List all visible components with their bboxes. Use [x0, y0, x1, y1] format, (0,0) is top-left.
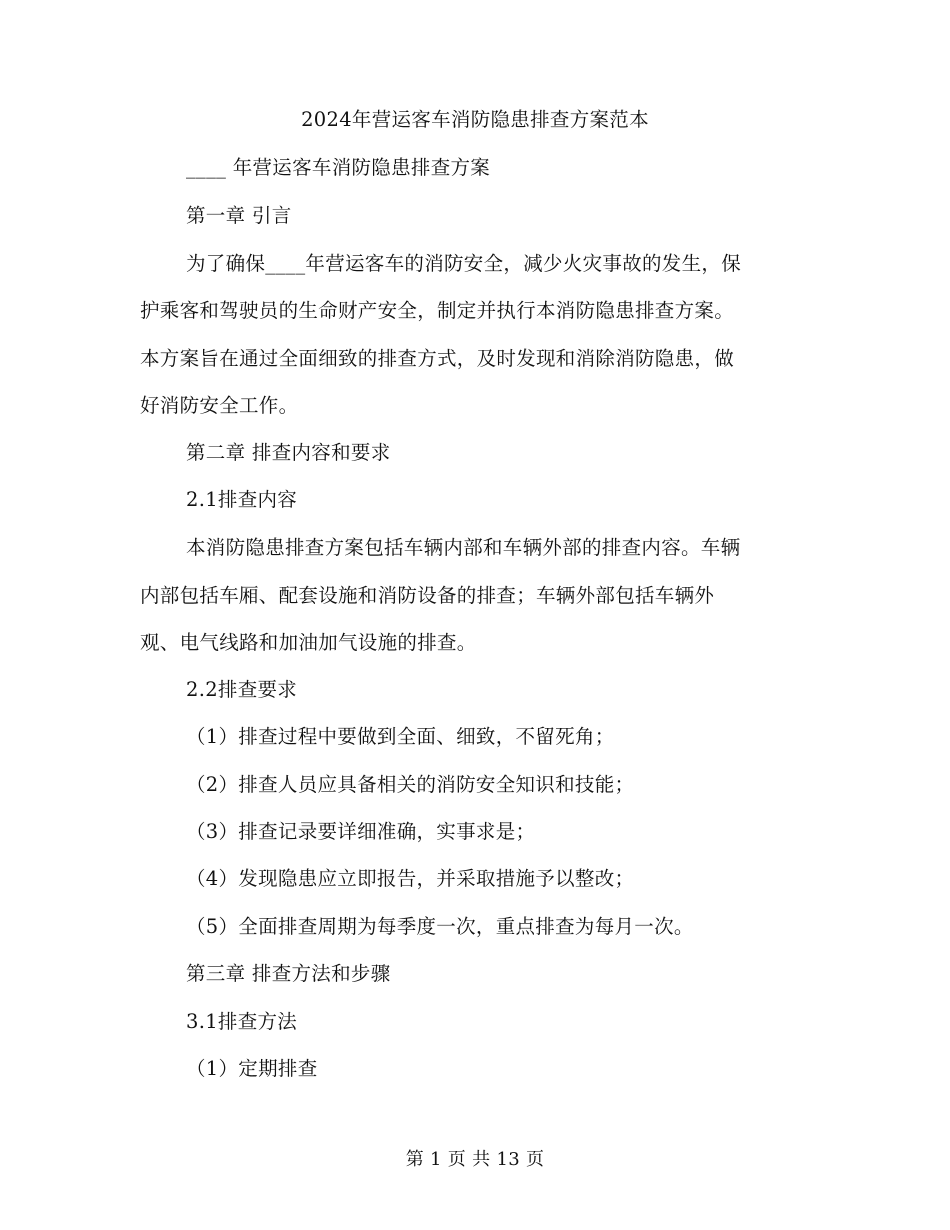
chapter-heading: 第二章 排查内容和要求	[186, 441, 391, 464]
list-item: （2）排查人员应具备相关的消防安全知识和技能；	[186, 773, 635, 796]
paragraph-line: 内部包括车厢、配套设施和消防设备的排查；车辆外部包括车辆外	[140, 584, 715, 607]
paragraph-line: 好消防安全工作。	[140, 394, 299, 417]
list-item: （4）发现隐患应立即报告，并采取措施予以整改；	[186, 867, 635, 890]
paragraph-line: 为了确保____年营运客车的消防安全，减少火灾事故的发生，保	[186, 252, 741, 275]
list-item: （1）定期排查	[186, 1057, 318, 1080]
chapter-heading: 第三章 排查方法和步骤	[186, 962, 391, 985]
document-subtitle: ____ 年营运客车消防隐患排查方案	[186, 156, 491, 179]
list-item: （3）排查记录要详细准确，实事求是；	[186, 820, 536, 843]
list-item: （5）全面排查周期为每季度一次，重点排查为每月一次。	[186, 915, 694, 938]
list-item: （1）排查过程中要做到全面、细致，不留死角；	[186, 725, 615, 748]
section-heading: 3.1排查方法	[186, 1010, 298, 1033]
page-number: 第 1 页 共 13 页	[405, 1149, 545, 1170]
paragraph-line: 观、电气线路和加油加气设施的排查。	[140, 631, 477, 654]
paragraph-line: 本方案旨在通过全面细致的排查方式，及时发现和消除消防隐患，做	[140, 347, 735, 370]
chapter-heading: 第一章 引言	[186, 204, 292, 227]
paragraph-line: 本消防隐患排查方案包括车辆内部和车辆外部的排查内容。车辆	[186, 536, 741, 559]
section-heading: 2.2排查要求	[186, 678, 298, 701]
document-title: 2024年营运客车消防隐患排查方案范本	[301, 108, 649, 131]
section-heading: 2.1排查内容	[186, 488, 298, 511]
paragraph-line: 护乘客和驾驶员的生命财产安全，制定并执行本消防隐患排查方案。	[140, 299, 735, 322]
